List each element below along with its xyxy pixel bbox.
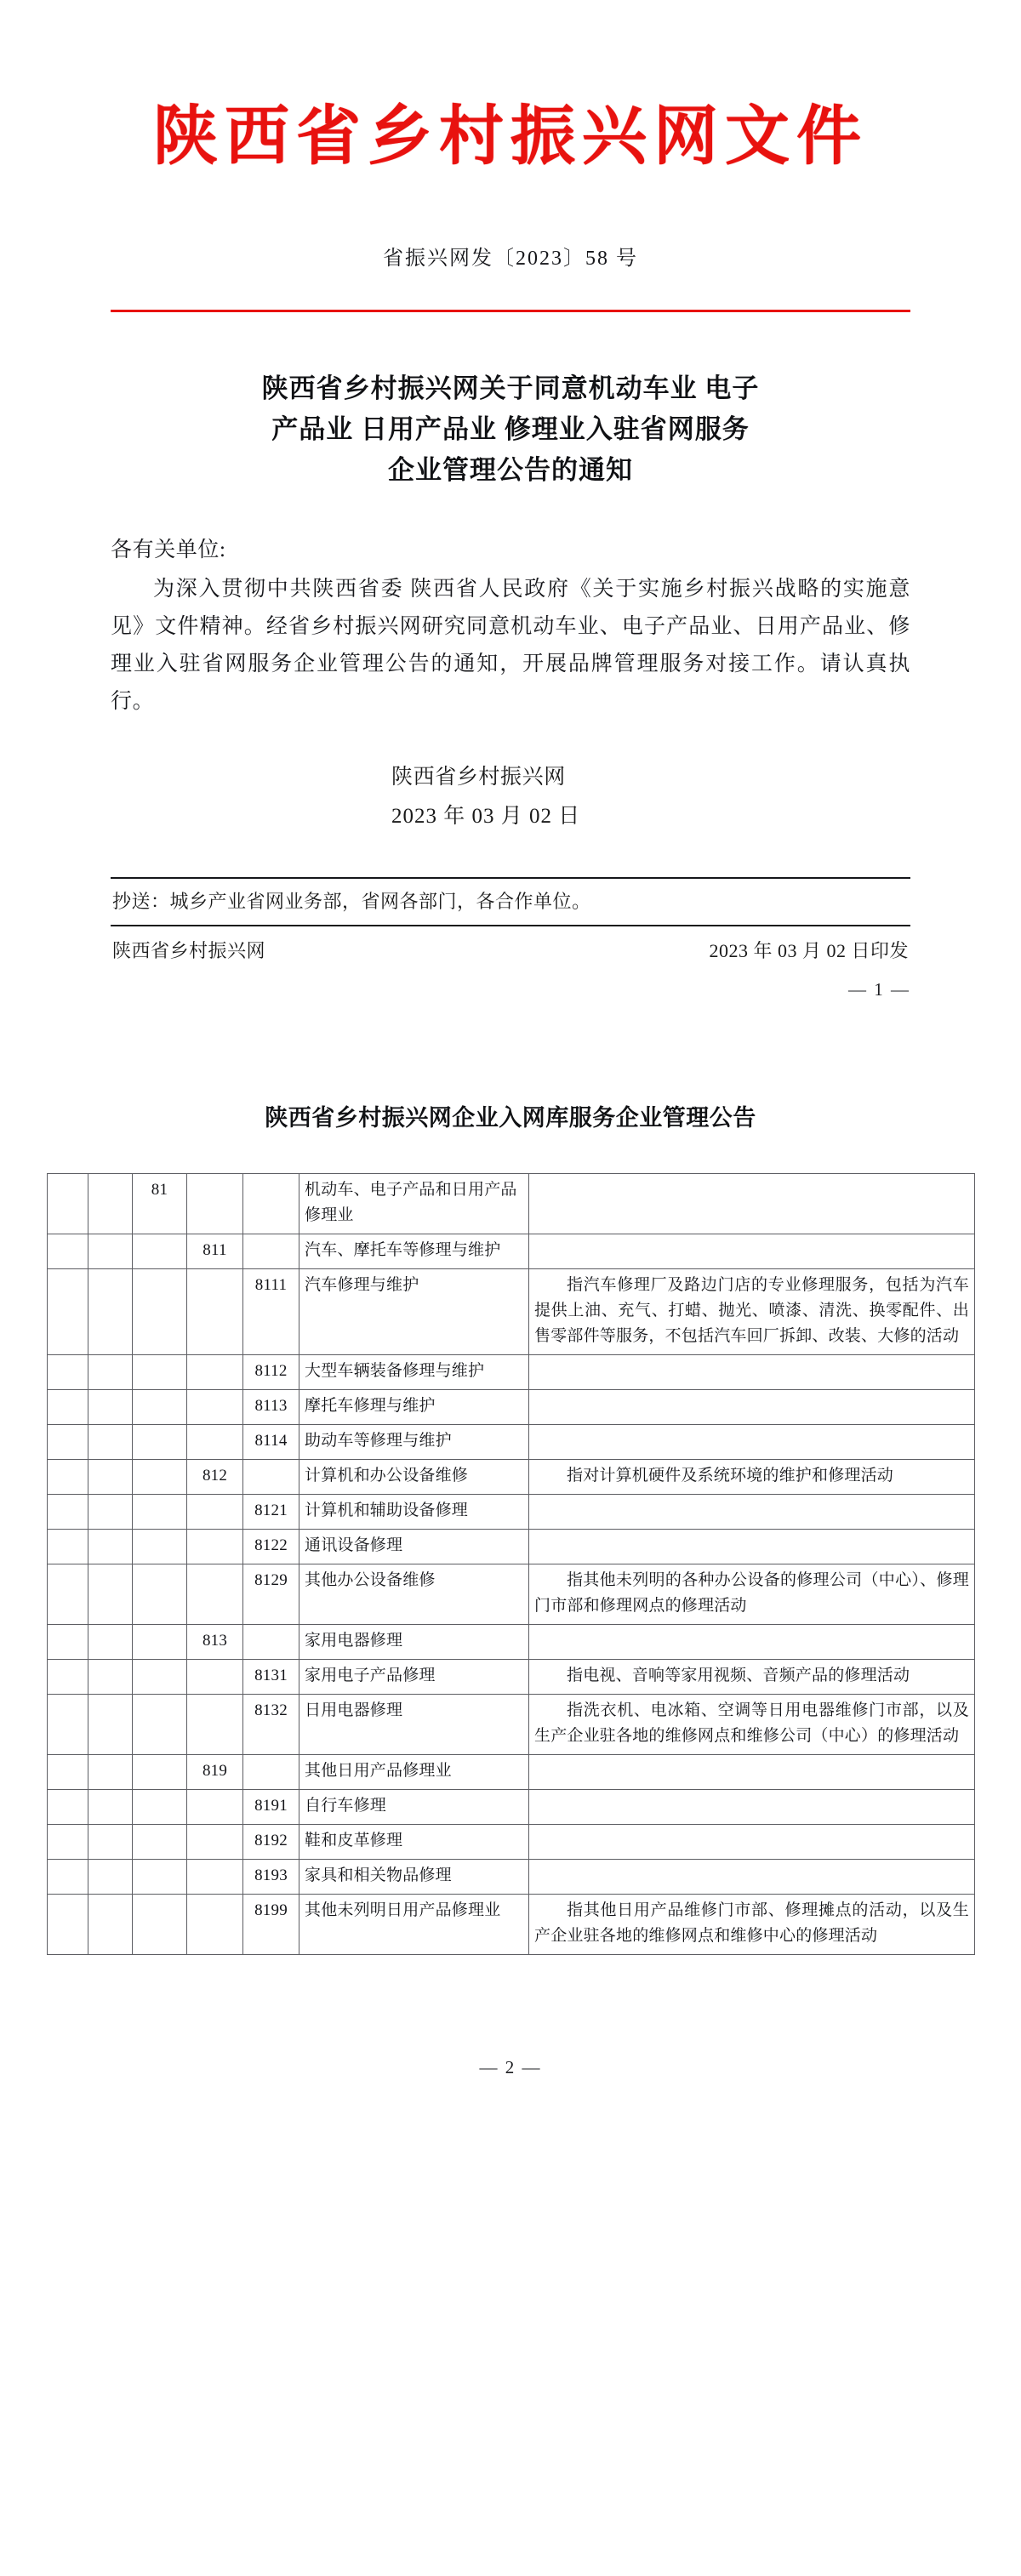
table-row <box>48 1355 975 1390</box>
category-name-cell: 其他日用产品修理业 <box>299 1755 529 1790</box>
category-name-cell: 其他办公设备维修 <box>299 1564 529 1625</box>
category-name-cell: 其他未列明日用产品修理业 <box>299 1895 529 1955</box>
cat-col-1 <box>48 1790 88 1825</box>
category-name-cell: 计算机和辅助设备修理 <box>299 1495 529 1530</box>
table-row <box>48 1755 975 1790</box>
category-description-cell: 指洗衣机、电冰箱、空调等日用电器维修门市部，以及生产企业驻各地的维修网点和维修公司（中心）的修理活动 <box>529 1695 975 1755</box>
red-divider-rule <box>111 310 910 312</box>
category-description-cell: 指汽车修理厂及路边门店的专业修理服务，包括为汽车提供上油、充气、打蜡、抛光、喷漆、清洗、换零配件、出售零部件等服务，不包括汽车回厂拆卸、改装、大修的活动 <box>529 1269 975 1355</box>
table-row <box>48 1790 975 1825</box>
catalog-table <box>47 1173 975 1955</box>
cat-col-3 <box>133 1755 187 1790</box>
cat-col-5: 8113 <box>243 1390 299 1425</box>
table-row <box>48 1860 975 1895</box>
cat-col-1 <box>48 1174 88 1234</box>
category-description-cell: 指其他日用产品维修门市部、修理摊点的活动，以及生产企业驻各地的维修网点和维修中心的修理活动 <box>529 1895 975 1955</box>
cat-col-4 <box>187 1660 243 1695</box>
category-name-cell: 机动车、电子产品和日用产品修理业 <box>299 1174 529 1234</box>
cat-col-3 <box>133 1860 187 1895</box>
cat-col-2 <box>88 1234 133 1269</box>
category-description-cell <box>529 1755 975 1790</box>
page-title-line-3: 企业管理公告的通知 <box>388 455 633 486</box>
cat-col-1 <box>48 1390 88 1425</box>
cat-col-4: 811 <box>187 1234 243 1269</box>
category-description-cell: 指对计算机硬件及系统环境的维护和修理活动 <box>529 1460 975 1495</box>
cat-col-1 <box>48 1825 88 1860</box>
category-name-cell: 计算机和办公设备维修 <box>299 1460 529 1495</box>
cat-col-1 <box>48 1564 88 1625</box>
category-name-cell: 汽车、摩托车等修理与维护 <box>299 1234 529 1269</box>
table-row <box>48 1174 975 1234</box>
category-name-cell: 汽车修理与维护 <box>299 1269 529 1355</box>
cat-col-4: 812 <box>187 1460 243 1495</box>
footer-print-date: 2023 年 03 月 02 日印发 <box>709 940 909 962</box>
masthead-title: 陕西省乡村振兴网文件 <box>153 101 868 173</box>
cat-col-1 <box>48 1530 88 1564</box>
cat-col-2 <box>88 1790 133 1825</box>
category-description-cell <box>529 1234 975 1269</box>
document-body <box>111 532 910 721</box>
page-title <box>128 368 893 491</box>
category-name-cell: 家用电器修理 <box>299 1625 529 1660</box>
cat-col-5 <box>243 1174 299 1234</box>
cat-col-1 <box>48 1269 88 1355</box>
cat-col-4 <box>187 1895 243 1955</box>
cat-col-4 <box>187 1790 243 1825</box>
cat-col-1 <box>48 1425 88 1460</box>
cat-col-4 <box>187 1564 243 1625</box>
page-marker-2: — 2 — <box>479 2057 542 2078</box>
footer-issuer: 陕西省乡村振兴网 <box>112 940 266 962</box>
cat-col-5: 8191 <box>243 1790 299 1825</box>
cat-col-4: 819 <box>187 1755 243 1790</box>
cc-line: 抄送：城乡产业省网业务部，省网各部门，各合作单位。 <box>112 891 591 913</box>
cat-col-4 <box>187 1860 243 1895</box>
table-row <box>48 1425 975 1460</box>
cat-col-3 <box>133 1895 187 1955</box>
cat-col-1 <box>48 1695 88 1755</box>
page-title-line-1: 陕西省乡村振兴网关于同意机动车业 电子 <box>261 373 760 404</box>
cat-col-1 <box>48 1495 88 1530</box>
cat-col-2 <box>88 1530 133 1564</box>
cat-col-4 <box>187 1425 243 1460</box>
table-row <box>48 1564 975 1625</box>
cat-col-5: 8122 <box>243 1530 299 1564</box>
category-name-cell: 助动车等修理与维护 <box>299 1425 529 1460</box>
cat-col-4 <box>187 1825 243 1860</box>
cat-col-5: 8131 <box>243 1660 299 1695</box>
category-description-cell <box>529 1425 975 1460</box>
cat-col-5 <box>243 1625 299 1660</box>
cat-col-2 <box>88 1425 133 1460</box>
category-description-cell <box>529 1390 975 1425</box>
category-description-cell <box>529 1790 975 1825</box>
cat-col-5: 8132 <box>243 1695 299 1755</box>
cat-col-5: 8193 <box>243 1860 299 1895</box>
category-name-cell: 通讯设备修理 <box>299 1530 529 1564</box>
table-row <box>48 1530 975 1564</box>
cat-col-5: 8114 <box>243 1425 299 1460</box>
cat-col-3 <box>133 1625 187 1660</box>
cat-col-3 <box>133 1390 187 1425</box>
cat-col-3 <box>133 1695 187 1755</box>
cat-col-2 <box>88 1390 133 1425</box>
cat-col-3 <box>133 1269 187 1355</box>
category-name-cell: 家具和相关物品修理 <box>299 1860 529 1895</box>
category-description-cell <box>529 1825 975 1860</box>
cat-col-5: 8112 <box>243 1355 299 1390</box>
cat-col-4 <box>187 1495 243 1530</box>
category-name-cell: 家用电子产品修理 <box>299 1660 529 1695</box>
category-description-cell: 指电视、音响等家用视频、音频产品的修理活动 <box>529 1660 975 1695</box>
issue-row <box>111 926 910 966</box>
table-row <box>48 1895 975 1955</box>
cat-col-1 <box>48 1895 88 1955</box>
category-description-cell <box>529 1860 975 1895</box>
category-name-cell: 鞋和皮革修理 <box>299 1825 529 1860</box>
table-row <box>48 1269 975 1355</box>
cat-col-4 <box>187 1174 243 1234</box>
masthead <box>0 0 1021 174</box>
cat-col-3 <box>133 1790 187 1825</box>
table-row <box>48 1695 975 1755</box>
cat-col-2 <box>88 1695 133 1755</box>
cat-col-1 <box>48 1234 88 1269</box>
cat-col-1 <box>48 1355 88 1390</box>
cat-col-3 <box>133 1460 187 1495</box>
cat-col-5 <box>243 1755 299 1790</box>
cat-col-1 <box>48 1860 88 1895</box>
cat-col-1 <box>48 1755 88 1790</box>
category-name-cell: 摩托车修理与维护 <box>299 1390 529 1425</box>
cat-col-2 <box>88 1895 133 1955</box>
category-description-cell <box>529 1495 975 1530</box>
cat-col-5: 8111 <box>243 1269 299 1355</box>
page-marker-1: — 1 — <box>848 979 910 1000</box>
category-name-cell: 大型车辆装备修理与维护 <box>299 1355 529 1390</box>
cat-col-3 <box>133 1425 187 1460</box>
cat-col-4: 813 <box>187 1625 243 1660</box>
category-name-cell: 自行车修理 <box>299 1790 529 1825</box>
table-row <box>48 1234 975 1269</box>
cat-col-3 <box>133 1355 187 1390</box>
table-row <box>48 1660 975 1695</box>
cat-col-3 <box>133 1234 187 1269</box>
cat-col-2 <box>88 1564 133 1625</box>
signature-date: 2023 年 03 月 02 日 <box>391 805 581 829</box>
body-paragraph: 为深入贯彻中共陕西省委 陕西省人民政府《关于实施乡村振兴战略的实施意见》文件精神。经省乡村振兴网研究同意机动车业、电子产品业、日用产品业、修理业入驻省网服务企业管理公告的通知，开展品牌管理服务对接工作。请认真执行。 <box>111 578 910 714</box>
cat-col-5: 8121 <box>243 1495 299 1530</box>
table-row <box>48 1495 975 1530</box>
salutation: 各有关单位: <box>111 539 226 562</box>
document-page-1 <box>0 0 1021 1000</box>
cat-col-2 <box>88 1755 133 1790</box>
cat-col-3 <box>133 1660 187 1695</box>
category-description-cell: 指其他未列明的各种办公设备的修理公司（中心）、修理门市部和修理网点的修理活动 <box>529 1564 975 1625</box>
cat-col-4 <box>187 1355 243 1390</box>
cat-col-2 <box>88 1495 133 1530</box>
cat-col-4 <box>187 1390 243 1425</box>
cat-col-2 <box>88 1460 133 1495</box>
cat-col-1 <box>48 1625 88 1660</box>
cat-col-3: 81 <box>133 1174 187 1234</box>
catalog-table-wrap <box>47 1173 974 1955</box>
cat-col-5 <box>243 1460 299 1495</box>
cat-col-4 <box>187 1269 243 1355</box>
cat-col-5: 8192 <box>243 1825 299 1860</box>
document-number-row <box>0 241 1021 271</box>
cat-col-3 <box>133 1825 187 1860</box>
category-name-cell: 日用电器修理 <box>299 1695 529 1755</box>
category-description-cell <box>529 1530 975 1564</box>
cat-col-5 <box>243 1234 299 1269</box>
category-description-cell <box>529 1174 975 1234</box>
table-row <box>48 1460 975 1495</box>
page-title-line-2: 产品业 日用产品业 修理业入驻省网服务 <box>271 414 750 445</box>
cat-col-2 <box>88 1825 133 1860</box>
signature-block <box>111 758 910 836</box>
document-footer <box>111 877 910 966</box>
cat-col-4 <box>187 1530 243 1564</box>
cat-col-1 <box>48 1460 88 1495</box>
cat-col-2 <box>88 1660 133 1695</box>
signature-issuer: 陕西省乡村振兴网 <box>391 766 566 789</box>
category-description-cell <box>529 1355 975 1390</box>
cat-col-1 <box>48 1660 88 1695</box>
cat-col-5: 8199 <box>243 1895 299 1955</box>
table-row <box>48 1625 975 1660</box>
category-description-cell <box>529 1625 975 1660</box>
cat-col-5: 8129 <box>243 1564 299 1625</box>
document-page-2 <box>0 1000 1021 2112</box>
cat-col-2 <box>88 1860 133 1895</box>
cat-col-2 <box>88 1174 133 1234</box>
cat-col-2 <box>88 1625 133 1660</box>
document-number: 省振兴网发〔2023〕58 号 <box>383 248 638 271</box>
catalog-table-body <box>48 1174 975 1955</box>
cat-col-4 <box>187 1695 243 1755</box>
cat-col-3 <box>133 1530 187 1564</box>
cat-col-3 <box>133 1495 187 1530</box>
annex-title: 陕西省乡村振兴网企业入网库服务企业管理公告 <box>265 1105 756 1131</box>
table-row <box>48 1390 975 1425</box>
table-row <box>48 1825 975 1860</box>
cat-col-2 <box>88 1355 133 1390</box>
cat-col-3 <box>133 1564 187 1625</box>
cat-col-2 <box>88 1269 133 1355</box>
